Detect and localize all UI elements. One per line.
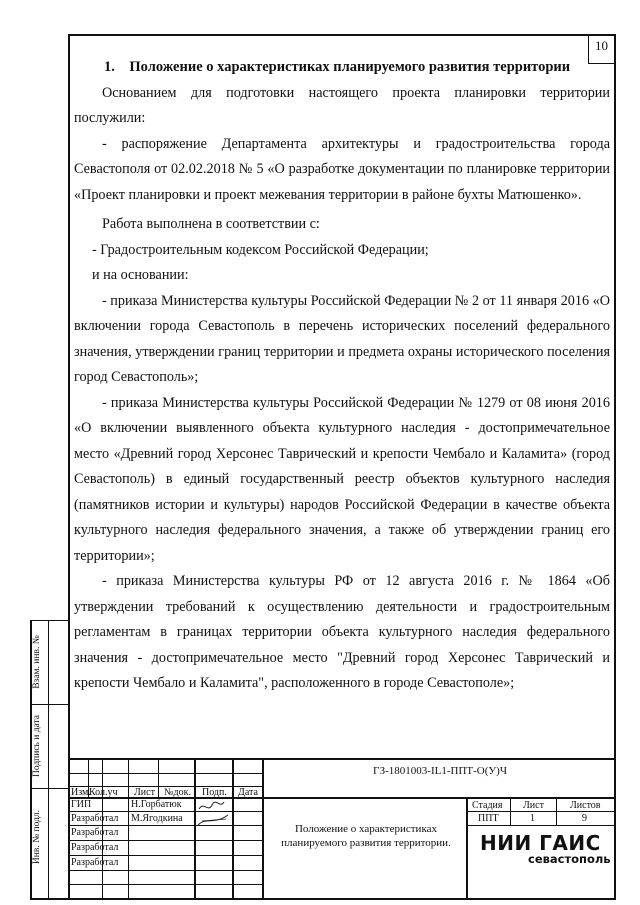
role-dev-1: Разработал: [71, 813, 119, 824]
tb-stage-row-1: [466, 811, 616, 812]
tb-stage-col-2: [556, 798, 557, 826]
col-data: Дата: [238, 787, 258, 798]
paragraph-order-1864: - приказа Министерства культуры РФ от 12 августа 2016 г. № 1864 «Об утверждении требований к осуществлению деятельности и градостроительным регламентам в границах территории объекта культурного наследия федерального значения - достопримечательное место "Древний город Херсонес Таврический и крепости Чембало и Каламита", расположенного в городе Севастополе»;: [74, 573, 610, 691]
stage-value: ППТ: [478, 813, 499, 824]
sheets-header: Листов: [570, 800, 601, 811]
tb-row-5: [68, 825, 264, 826]
side-label-podpis: Подпись и дата: [32, 715, 42, 778]
col-ndok: №док.: [164, 787, 191, 798]
name-dev-1: М.Ягодкина: [131, 813, 183, 824]
sheets-value: 9: [582, 813, 587, 824]
tb-stage-col-1: [510, 798, 511, 826]
signature-marks: [196, 799, 230, 827]
title-block-title: Положение о характеристиках планируемого развития территории.: [281, 823, 451, 849]
paragraph-order-department: - распоряжение Департамента архитектуры и градостроительства города Севастополя от 02.02.2018 № 5 «О разработке документации по планировке территории «Проект планировки и проект межевания территории в районе бухты Матюшенко».: [74, 135, 610, 203]
col-kol: Кол.уч: [89, 787, 118, 798]
paragraph-order-2: - приказа Министерства культуры Российской Федерации № 2 от 11 января 2016 «О включении города Севастополь в перечень исторических поселений федерального значения, утверждении границ территории и предмета охраны исторического поселения город Севастополь»;: [74, 292, 610, 385]
side-label-vzam: Взам. инв. №: [32, 635, 42, 689]
title-block-top: [68, 758, 616, 760]
frame-left-border: [68, 34, 70, 900]
tb-title-right: [466, 798, 468, 898]
org-logo-city: севастополь: [528, 852, 611, 866]
document-body: [74, 55, 610, 697]
sheet-header: Лист: [523, 800, 544, 811]
col-izm: Изм.: [71, 787, 91, 798]
paragraph-basis: Основанием для подготовки настоящего проекта планировки территории послужили:: [74, 84, 610, 126]
tb-row-7: [68, 855, 264, 856]
tb-row-6: [68, 840, 264, 841]
tb-col-4: [158, 758, 159, 798]
frame-bottom-border: [30, 898, 616, 900]
tb-col-7: [262, 758, 264, 898]
side-stamp-divider: [48, 620, 49, 900]
org-logo-name: НИИ ГАИС: [480, 831, 601, 855]
col-list: Лист: [134, 787, 155, 798]
role-dev-3: Разработал: [71, 842, 119, 853]
frame-top-border: [68, 34, 616, 36]
document-code: ГЗ-1801003-IL1-ППТ-О(У)Ч: [373, 765, 507, 777]
paragraph-order-1279: - приказа Министерства культуры Российской Федерации № 1279 от 08 июня 2016 «О включении выявленного объекта культурного наследия - достопримечательное место «Древний город Херсонес Таврический и крепости Чембало и Каламита» (город Севастополь) в единый государственный реестр объектов культурного наследия (памятников истории и культуры) народов Российской Федерации в качестве объекта культурного наследия федерального значения, а также об утверждении границ его территории»;: [74, 394, 610, 564]
paragraph-code: - Градостроительным кодексом Российской Федерации;: [92, 241, 429, 258]
page-number: 10: [595, 38, 608, 53]
tb-col-5: [194, 758, 196, 898]
paragraph-and-basis: и на основании:: [92, 267, 189, 283]
paragraph-work-done: Работа выполнена в соответствии с:: [102, 216, 320, 232]
sheet-value: 1: [530, 813, 535, 824]
tb-col-6: [232, 758, 234, 898]
col-podp: Подп.: [202, 787, 227, 798]
role-dev-4: Разработал: [71, 857, 119, 868]
tb-row-9: [68, 884, 264, 885]
section-heading: 1. Положение о характеристиках планируемого развития территории: [104, 59, 571, 75]
tb-row-4: [68, 811, 264, 812]
side-label-inv: Инв. № подл.: [32, 809, 42, 865]
tb-col-3: [128, 758, 129, 898]
name-gip: Н.Горбатюк: [131, 799, 182, 810]
role-gip: ГИП: [71, 799, 92, 810]
stage-header: Стадия: [472, 800, 503, 811]
tb-row-1: [68, 773, 264, 774]
tb-row-8: [68, 870, 264, 871]
role-dev-2: Разработал: [71, 827, 119, 838]
tb-stage-row-2: [466, 825, 616, 826]
